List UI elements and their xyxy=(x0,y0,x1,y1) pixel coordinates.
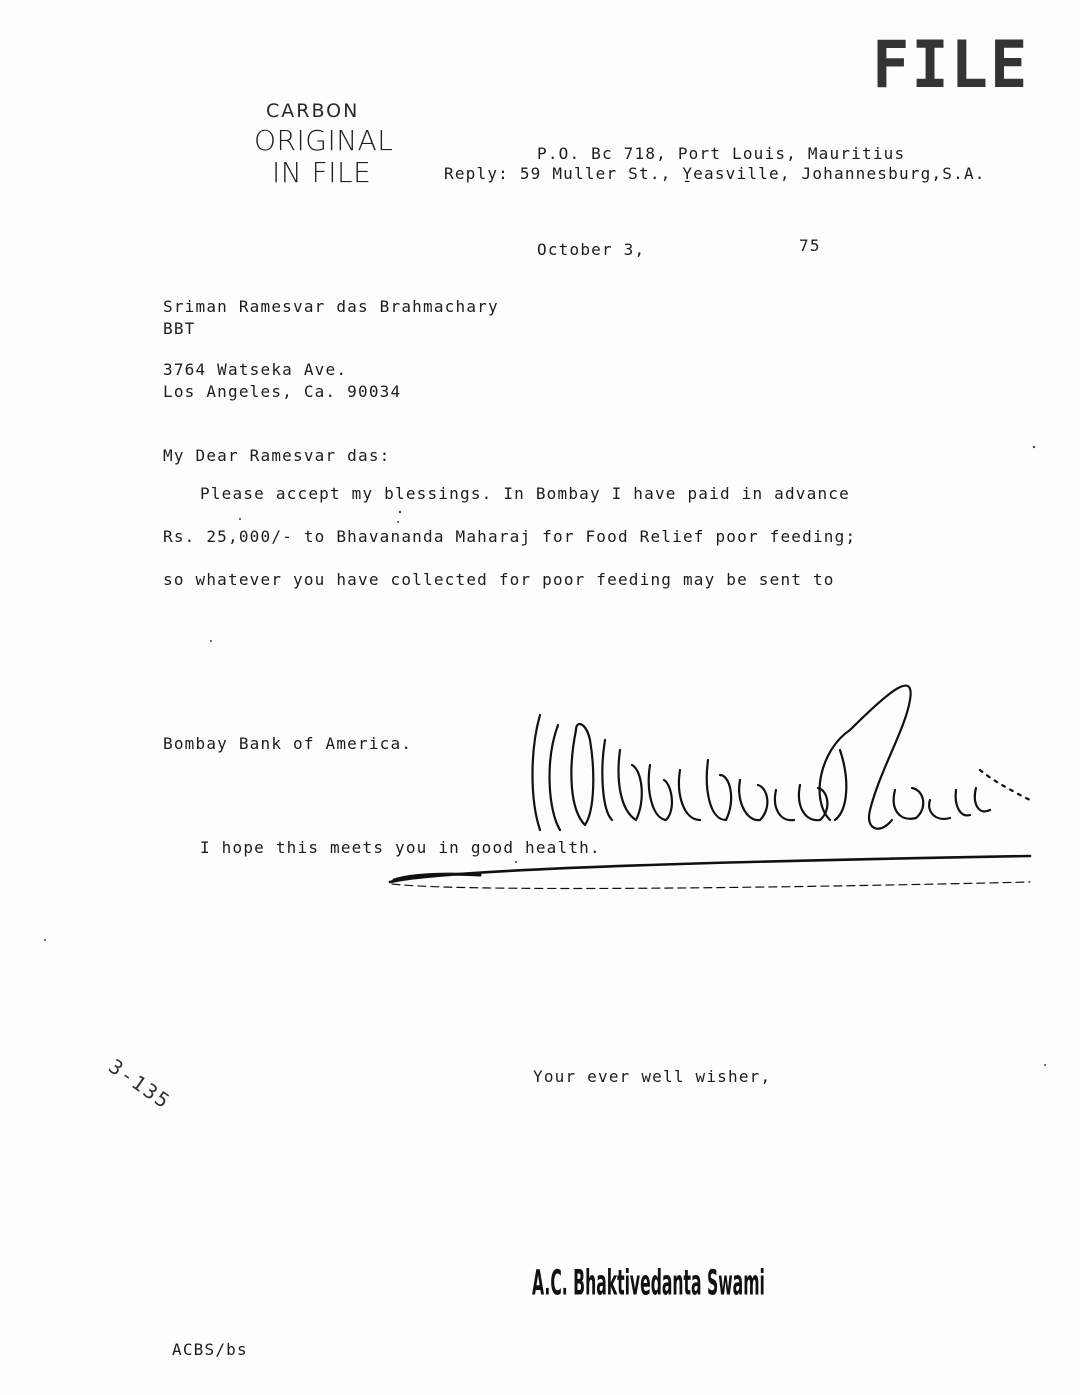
body-line-3: so whatever you have collected for poor feeding may be sent to xyxy=(163,570,835,589)
valediction: Your ever well wisher, xyxy=(533,1067,772,1086)
stamp-original: ORIGINAL xyxy=(254,124,394,157)
typed-signature: A.C. Bhaktivedanta Swami xyxy=(532,1261,765,1304)
letter-year: 75 xyxy=(799,236,821,255)
stamp-in-file: IN FILE xyxy=(272,156,372,189)
letter-date: October 3, xyxy=(537,240,646,259)
header-address-line-2: Reply: 59 Muller St., Y̱easville, Johannesburg,S.A. xyxy=(444,164,986,183)
recipient-name: Sriman Ramesvar das Brahmachary xyxy=(163,297,499,316)
recipient-street: 3764 Watseka Ave. xyxy=(163,360,348,379)
recipient-title: BBT xyxy=(163,319,196,338)
file-stamp: FILE xyxy=(872,26,1030,103)
body-line-5: I hope this meets you in good health. xyxy=(200,838,601,857)
recipient-city: Los Angeles, Ca. 90034 xyxy=(163,382,402,401)
body-line-4: Bombay Bank of America. xyxy=(163,734,413,753)
body-line-1: Please accept my blessings. In Bombay I have paid in advance xyxy=(200,484,850,503)
stamp-carbon: CARBON xyxy=(266,100,360,122)
header-address-line-1: P.O. Bc 718, Port Louis, Mauritius xyxy=(537,144,906,163)
typist-initials: ACBS/bs xyxy=(172,1340,248,1359)
body-line-2: Rs. 25,000/- to Bhavananda Maharaj for Food Relief poor feeding; xyxy=(163,527,857,546)
salutation: My Dear Ramesvar das: xyxy=(163,446,391,465)
margin-note: 3-135 xyxy=(104,1054,176,1114)
